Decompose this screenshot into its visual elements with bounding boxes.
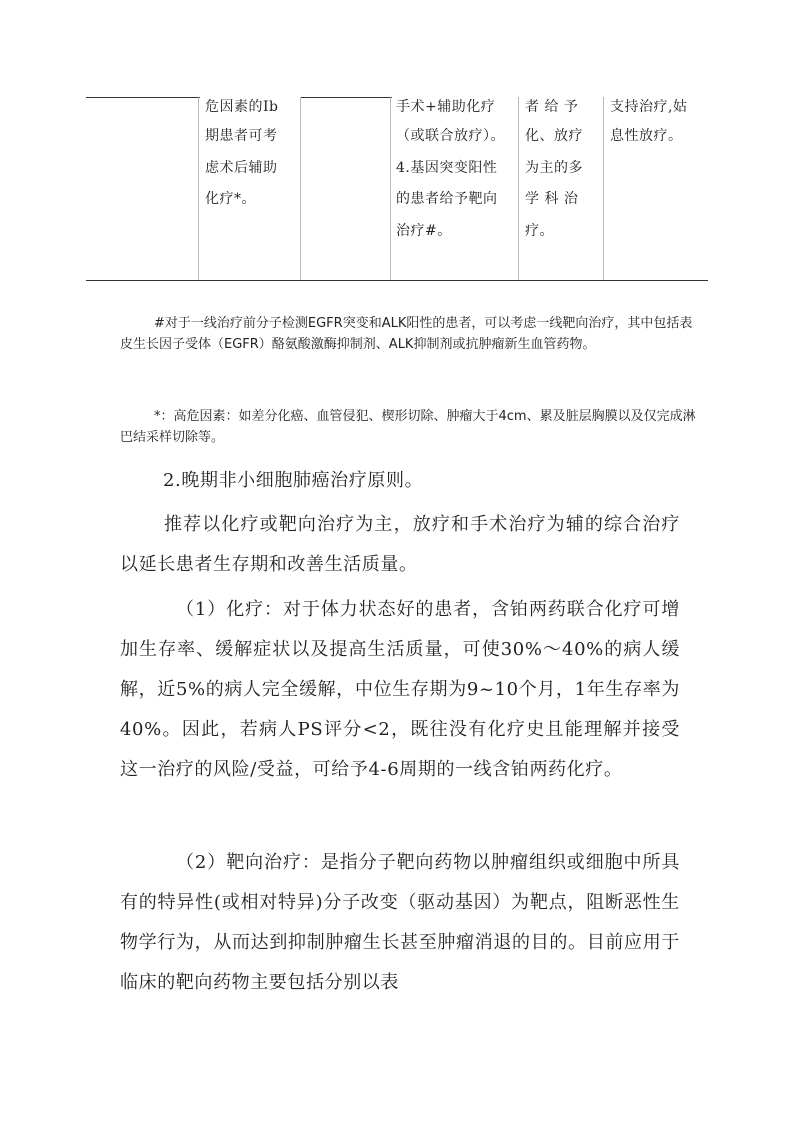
column-separator [300, 97, 301, 280]
column-separator [198, 97, 199, 280]
cell-line: （或联合放疗）。 [396, 128, 505, 144]
column-separator [603, 97, 604, 280]
section-heading: 2.晚期非小细胞肺癌治疗原则。 [163, 470, 424, 491]
table-top-rule [86, 97, 200, 98]
cell-line: 学 科 治 [525, 191, 579, 207]
table-top-rule [300, 97, 392, 98]
footnote-hash: #对于一线治疗前分子检测EGFR突变和ALK阳性的患者，可以考虑一线靶向治疗，其中包括表皮生长因子受体（EGFR）酪氨酸激酶抑制剂、ALK抑制剂或抗肿瘤新生血管药物。 [120, 316, 693, 352]
cell-line: 的患者给予靶向 [396, 191, 498, 207]
cell-line: 期患者可考 [205, 128, 278, 144]
intro-paragraph: 推荐以化疗或靶向治疗为主，放疗和手术治疗为辅的综合治疗以延长患者生存期和改善生活质量。 [120, 514, 680, 575]
cell-line: 疗。 [525, 223, 554, 239]
cell-line: 化疗*。 [205, 191, 256, 207]
cell-line: 息性放疗。 [610, 128, 683, 144]
cell-line: 支持治疗,姑 [610, 99, 688, 115]
table-bottom-rule [86, 280, 708, 281]
cell-line: 手术+辅助化疗 [396, 99, 496, 115]
column-separator [518, 97, 519, 280]
cell-line: 治疗#。 [396, 223, 452, 239]
cell-line: 为主的多 [525, 160, 583, 176]
targeted-therapy-paragraph: （2）靶向治疗：是指分子靶向药物以肿瘤组织或细胞中所具有的特异性(或相对特异)分子改变（驱动基因）为靶点，阻断恶性生物学行为，从而达到抑制肿瘤生长甚至肿瘤消退的目的。目前应用于临床的靶向药物主要包括分别以表 [120, 852, 680, 993]
chemotherapy-paragraph: （1）化疗：对于体力状态好的患者，含铂两药联合化疗可增加生存率、缓解症状以及提高生活质量，可使30%～40%的病人缓解，近5%的病人完全缓解，中位生存期为9~10个月，1年生存率为40%。因此，若病人PS评分<2，既往没有化疗史且能理解并接受这一治疗的风险/受益，可给予4-6周期的一线含铂两药化疗。 [120, 599, 680, 780]
footnote-star: *：高危因素：如差分化癌、血管侵犯、楔形切除、肿瘤大于4cm、累及脏层胸膜以及仅完成淋巴结采样切除等。 [120, 409, 696, 445]
cell-line: 虑术后辅助 [205, 160, 278, 176]
cell-line: 4.基因突变阳性 [396, 160, 498, 176]
cell-line: 危因素的Ib [205, 99, 279, 115]
cell-line: 者 给 予 [525, 99, 579, 115]
cell-line: 化、放疗 [525, 128, 583, 144]
column-separator [390, 97, 391, 280]
